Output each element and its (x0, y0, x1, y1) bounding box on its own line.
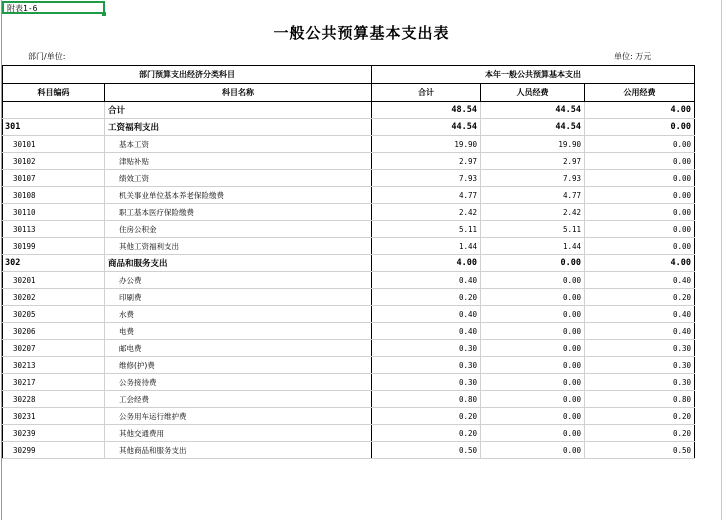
cell-name[interactable]: 公务用车运行维护费 (105, 408, 372, 425)
cell-total[interactable]: 1.44 (372, 238, 481, 255)
table-row (3, 187, 695, 204)
cell-name[interactable]: 其他工资福利支出 (105, 238, 372, 255)
cell-name[interactable]: 印刷费 (105, 289, 372, 306)
table-row (3, 289, 695, 306)
cell-personnel[interactable]: 2.42 (481, 204, 585, 221)
cell-public[interactable]: 0.00 (585, 221, 695, 238)
cell-personnel[interactable]: 0.00 (481, 425, 585, 442)
cell-total[interactable]: 0.20 (372, 408, 481, 425)
cell-public[interactable]: 0.00 (585, 153, 695, 170)
cell-public[interactable]: 0.40 (585, 272, 695, 289)
cell-public[interactable]: 0.20 (585, 289, 695, 306)
cell-code[interactable]: 301 (3, 119, 105, 136)
table-row (3, 238, 695, 255)
cell-public[interactable]: 0.00 (585, 136, 695, 153)
table-row (3, 374, 695, 391)
cell-personnel[interactable]: 5.11 (481, 221, 585, 238)
cell-name[interactable]: 津贴补贴 (105, 153, 372, 170)
cell-public[interactable]: 0.00 (585, 204, 695, 221)
cell-total[interactable]: 0.20 (372, 289, 481, 306)
table-row (3, 221, 695, 238)
cell-personnel[interactable]: 0.00 (481, 408, 585, 425)
cell-name[interactable]: 公务接待费 (105, 374, 372, 391)
cell-total[interactable]: 0.40 (372, 306, 481, 323)
cell-code[interactable]: 30228 (3, 391, 105, 408)
cell-code[interactable]: 30110 (3, 204, 105, 221)
cell-total[interactable]: 0.80 (372, 391, 481, 408)
table-row (3, 170, 695, 187)
cell-total[interactable]: 4.77 (372, 187, 481, 204)
header-name[interactable]: 科目名称 (105, 84, 372, 102)
selected-cell-text: 附表1-6 (7, 4, 38, 13)
cell-personnel[interactable]: 0.00 (481, 289, 585, 306)
cell-total[interactable]: 0.50 (372, 442, 481, 459)
cell-personnel[interactable]: 0.00 (481, 340, 585, 357)
cell-code[interactable]: 30299 (3, 442, 105, 459)
cell-personnel[interactable]: 0.00 (481, 357, 585, 374)
table-row (3, 323, 695, 340)
cell-total[interactable]: 7.93 (372, 170, 481, 187)
cell-public[interactable]: 4.00 (585, 102, 695, 119)
cell-name[interactable]: 基本工资 (105, 136, 372, 153)
cell-public[interactable]: 0.30 (585, 374, 695, 391)
cell-total[interactable]: 48.54 (372, 102, 481, 119)
cell-total[interactable]: 0.40 (372, 272, 481, 289)
cell-personnel[interactable]: 0.00 (481, 374, 585, 391)
header-group-left[interactable]: 部门预算支出经济分类科目 (3, 66, 372, 84)
cell-name[interactable]: 维修(护)费 (105, 357, 372, 374)
cell-name[interactable]: 电费 (105, 323, 372, 340)
cell-code[interactable]: 30239 (3, 425, 105, 442)
cell-total[interactable]: 5.11 (372, 221, 481, 238)
table-row (3, 119, 695, 136)
cell-code[interactable] (3, 102, 105, 119)
cell-total[interactable]: 0.30 (372, 374, 481, 391)
cell-total[interactable]: 44.54 (372, 119, 481, 136)
cell-name[interactable]: 邮电费 (105, 340, 372, 357)
cell-total[interactable]: 0.30 (372, 340, 481, 357)
cell-public[interactable]: 0.00 (585, 187, 695, 204)
cell-personnel[interactable]: 2.97 (481, 153, 585, 170)
cell-code[interactable]: 30201 (3, 272, 105, 289)
table-row (3, 102, 695, 119)
dept-label: 部门/单位: (28, 52, 66, 61)
cell-public[interactable]: 0.30 (585, 357, 695, 374)
cell-personnel[interactable]: 4.77 (481, 187, 585, 204)
cell-public[interactable]: 0.80 (585, 391, 695, 408)
cell-name[interactable]: 机关事业单位基本养老保险缴费 (105, 187, 372, 204)
page-title: 一般公共预算基本支出表 (273, 24, 450, 42)
cell-public[interactable]: 0.00 (585, 119, 695, 136)
header-group-right[interactable]: 本年一般公共预算基本支出 (372, 66, 695, 84)
cell-personnel[interactable]: 0.00 (481, 306, 585, 323)
cell-name[interactable]: 工会经费 (105, 391, 372, 408)
table-row (3, 255, 695, 272)
cell-code[interactable]: 30199 (3, 238, 105, 255)
cell-name[interactable]: 合计 (105, 102, 372, 119)
cell-code[interactable]: 30108 (3, 187, 105, 204)
cell-total[interactable]: 0.30 (372, 357, 481, 374)
cell-name[interactable]: 绩效工资 (105, 170, 372, 187)
table-row (3, 357, 695, 374)
cell-personnel[interactable]: 44.54 (481, 102, 585, 119)
header-public[interactable]: 公用经费 (585, 84, 695, 102)
cell-public[interactable]: 0.30 (585, 340, 695, 357)
table-row (3, 425, 695, 442)
cell-public[interactable]: 0.40 (585, 306, 695, 323)
cell-public[interactable]: 0.00 (585, 238, 695, 255)
cell-public[interactable]: 0.20 (585, 425, 695, 442)
cell-personnel[interactable]: 0.00 (481, 391, 585, 408)
cell-total[interactable]: 2.42 (372, 204, 481, 221)
cell-name[interactable]: 工资福利支出 (105, 119, 372, 136)
header-row-columns (3, 84, 695, 102)
header-code[interactable]: 科目编码 (3, 84, 105, 102)
cell-public[interactable]: 0.00 (585, 170, 695, 187)
cell-public[interactable]: 0.50 (585, 442, 695, 459)
cell-personnel[interactable]: 0.00 (481, 255, 585, 272)
cell-code[interactable]: 30217 (3, 374, 105, 391)
header-row-group (3, 66, 695, 84)
cell-name[interactable]: 办公费 (105, 272, 372, 289)
cell-personnel[interactable]: 1.44 (481, 238, 585, 255)
cell-code[interactable]: 30231 (3, 408, 105, 425)
cell-name[interactable]: 其他商品和服务支出 (105, 442, 372, 459)
table-row (3, 442, 695, 459)
table-row (3, 136, 695, 153)
cell-personnel[interactable]: 7.93 (481, 170, 585, 187)
cell-total[interactable]: 0.20 (372, 425, 481, 442)
sheet-right-border (721, 0, 722, 520)
cell-personnel[interactable]: 0.00 (481, 442, 585, 459)
cell-name[interactable]: 水费 (105, 306, 372, 323)
cell-public[interactable]: 4.00 (585, 255, 695, 272)
header-personnel[interactable]: 人员经费 (481, 84, 585, 102)
cell-code[interactable]: 30107 (3, 170, 105, 187)
cell-name[interactable]: 商品和服务支出 (105, 255, 372, 272)
cell-personnel[interactable]: 19.90 (481, 136, 585, 153)
table-row (3, 153, 695, 170)
cell-total[interactable]: 4.00 (372, 255, 481, 272)
cell-total[interactable]: 19.90 (372, 136, 481, 153)
cell-name[interactable]: 住房公积金 (105, 221, 372, 238)
cell-code[interactable]: 30213 (3, 357, 105, 374)
cell-code[interactable]: 30202 (3, 289, 105, 306)
table-row (3, 272, 695, 289)
cell-name[interactable]: 其他交通费用 (105, 425, 372, 442)
cell-public[interactable]: 0.40 (585, 323, 695, 340)
cell-code[interactable]: 30102 (3, 153, 105, 170)
table-row (3, 391, 695, 408)
header-total[interactable]: 合计 (372, 84, 481, 102)
table-row (3, 408, 695, 425)
table-row (3, 204, 695, 221)
budget-table (2, 65, 695, 459)
cell-code[interactable]: 302 (3, 255, 105, 272)
cell-code[interactable]: 30113 (3, 221, 105, 238)
cell-code[interactable]: 30206 (3, 323, 105, 340)
cell-code[interactable]: 30205 (3, 306, 105, 323)
cell-name[interactable]: 职工基本医疗保险缴费 (105, 204, 372, 221)
cell-personnel[interactable]: 0.00 (481, 323, 585, 340)
cell-personnel[interactable]: 0.00 (481, 272, 585, 289)
cell-personnel[interactable]: 44.54 (481, 119, 585, 136)
cell-public[interactable]: 0.20 (585, 408, 695, 425)
fill-handle[interactable] (102, 12, 106, 16)
table-row (3, 306, 695, 323)
unit-label: 单位: 万元 (614, 52, 652, 61)
table-row (3, 340, 695, 357)
selected-cell[interactable] (2, 1, 105, 14)
cell-total[interactable]: 2.97 (372, 153, 481, 170)
cell-code[interactable]: 30101 (3, 136, 105, 153)
cell-total[interactable]: 0.40 (372, 323, 481, 340)
cell-code[interactable]: 30207 (3, 340, 105, 357)
